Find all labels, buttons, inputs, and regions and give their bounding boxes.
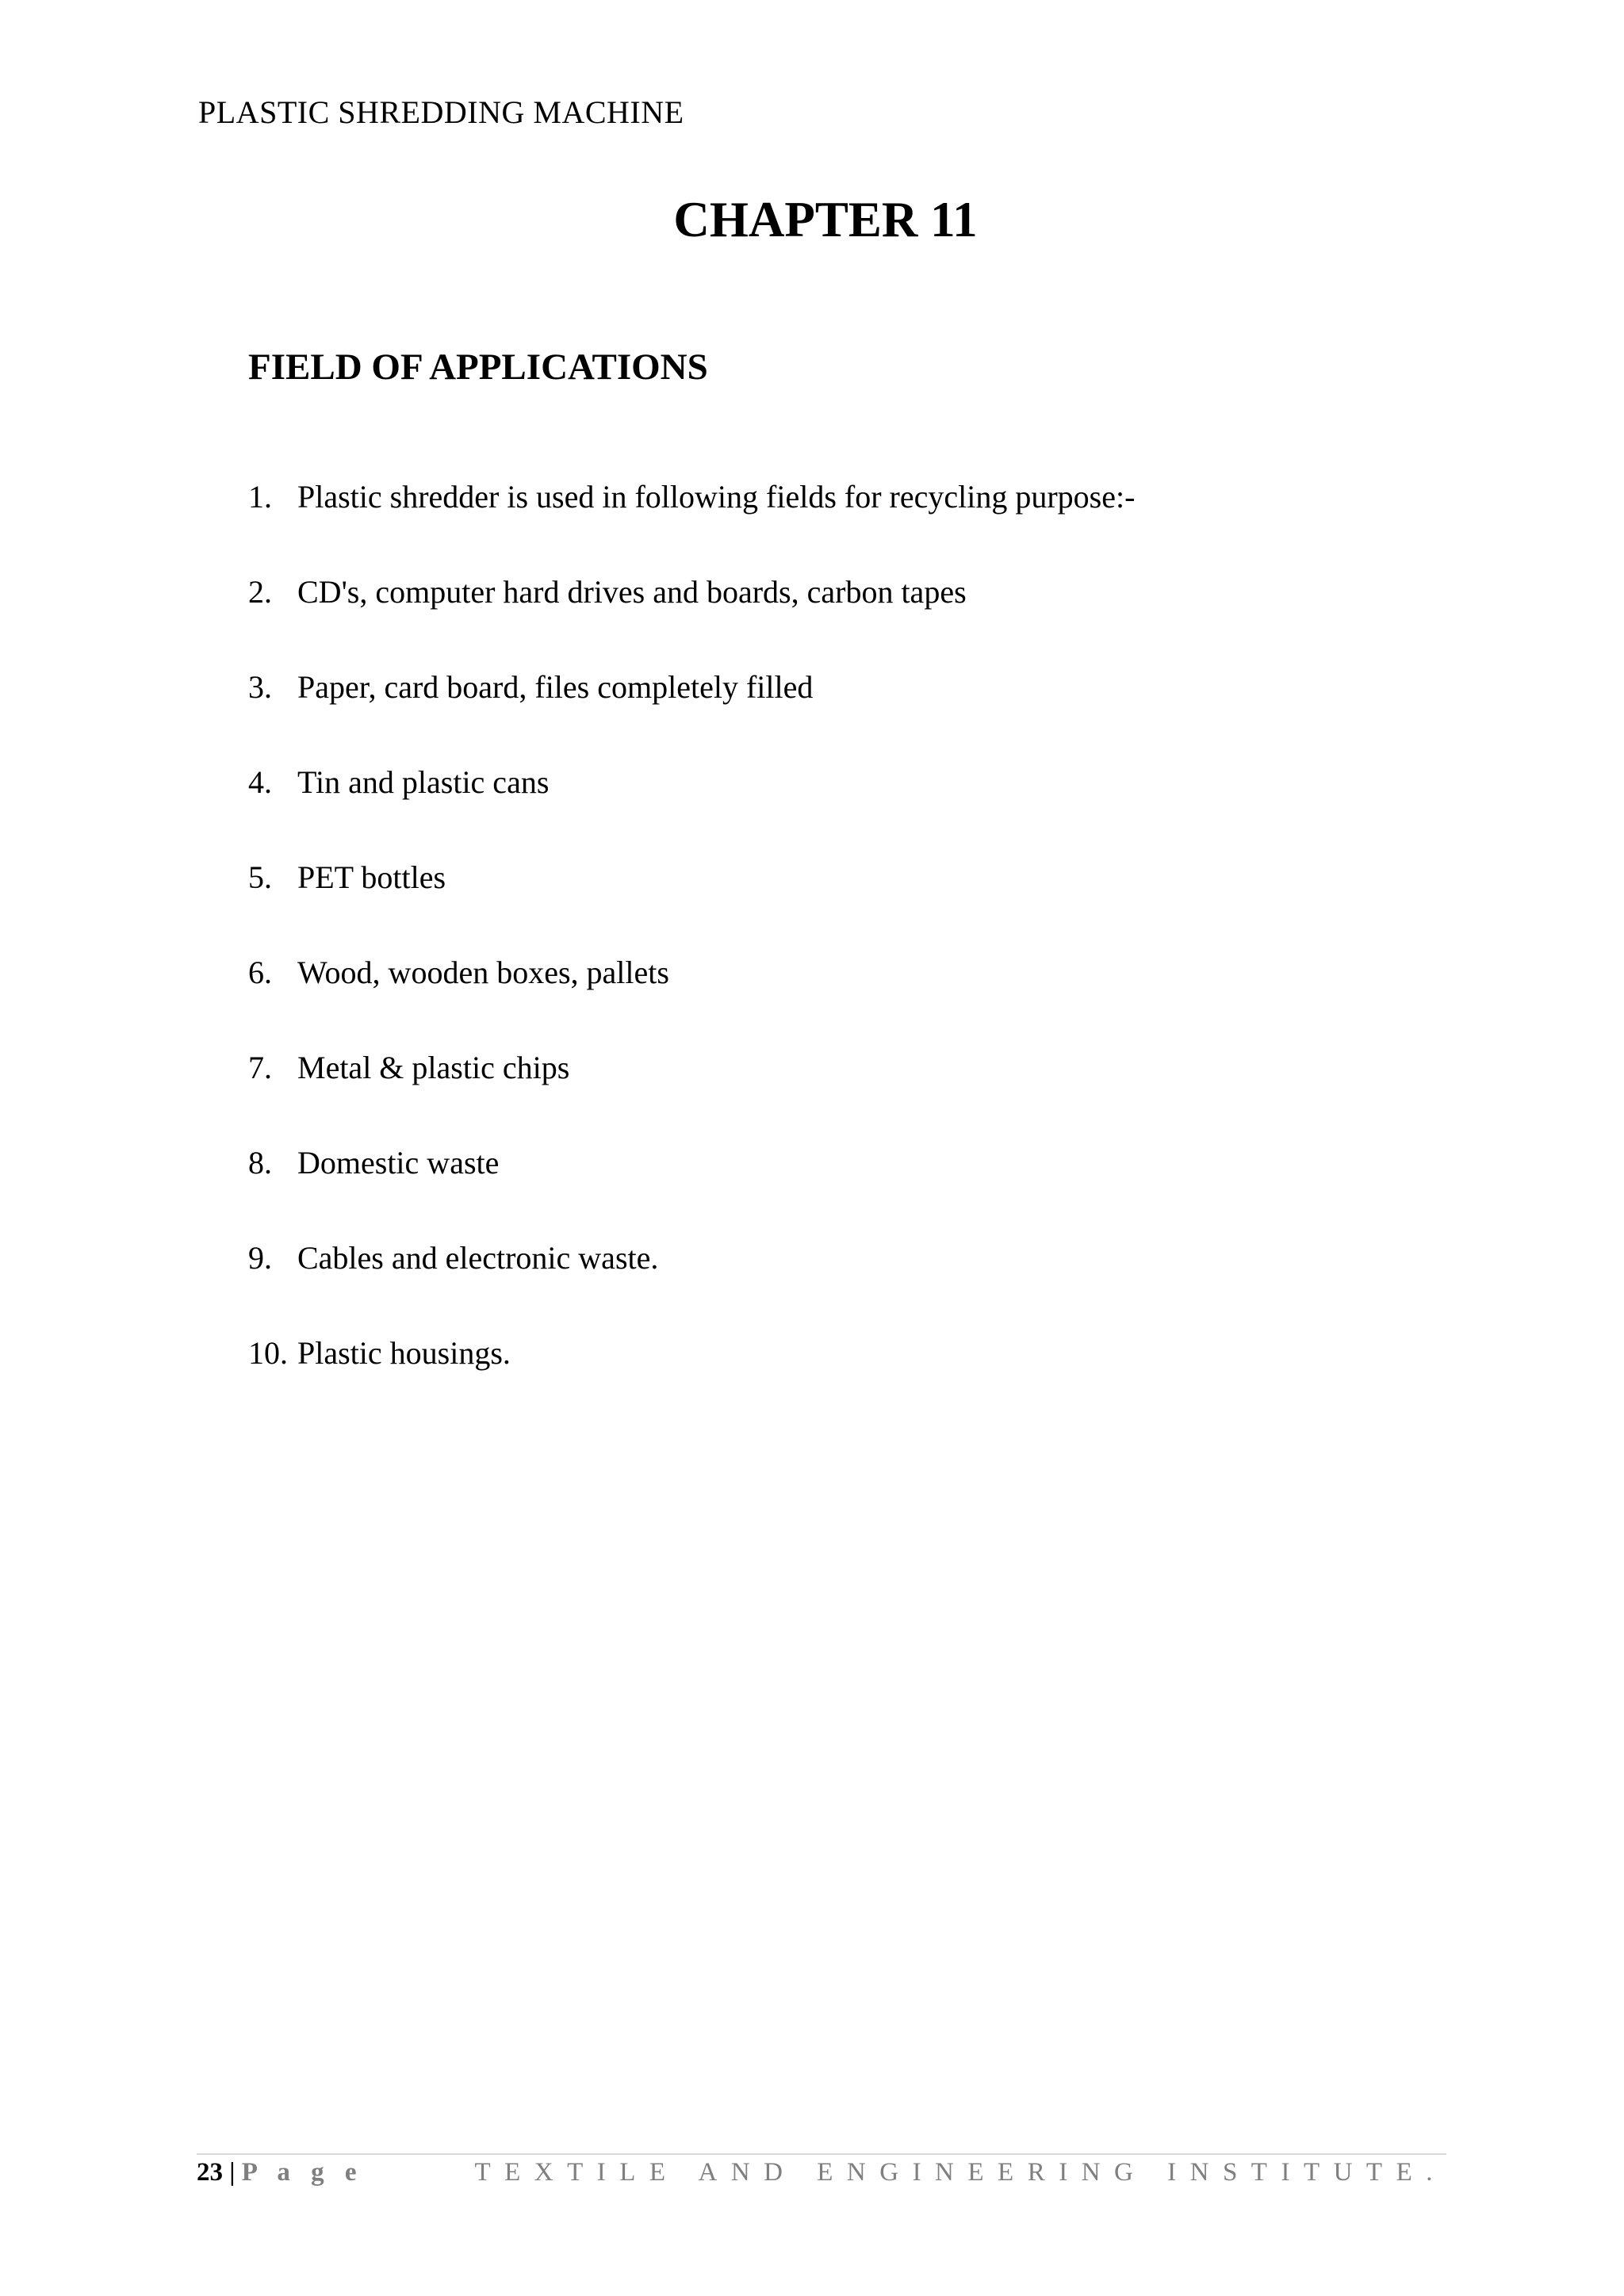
list-item-text: Plastic shredder is used in following fields for recycling purpose:- (297, 479, 1136, 515)
list-item (248, 760, 1135, 855)
list-item-number: 7. (248, 1050, 272, 1085)
list-item (248, 474, 1135, 569)
page-footer (197, 2158, 1446, 2198)
list-item-text: Domestic waste (297, 1145, 500, 1181)
list-item-number: 3. (248, 669, 272, 705)
running-header: PLASTIC SHREDDING MACHINE (198, 94, 684, 130)
list-item-number: 1. (248, 479, 272, 515)
page-separator: | (229, 2158, 236, 2187)
list-item-text: CD's, computer hard drives and boards, carbon tapes (297, 574, 967, 610)
list-item (248, 1045, 1135, 1140)
footer-divider (197, 2153, 1446, 2155)
list-item (248, 855, 1135, 950)
list-item-number: 5. (248, 859, 272, 895)
list-item-text: Tin and plastic cans (297, 764, 550, 800)
list-item-number: 4. (248, 764, 272, 800)
list-item (248, 664, 1135, 760)
page-number-block (197, 2158, 364, 2187)
institute-name: TEXTILE AND ENGINEERING INSTITUTE. (474, 2158, 1446, 2187)
list-item-number: 8. (248, 1145, 272, 1181)
list-item (248, 1330, 1135, 1425)
list-item (248, 950, 1135, 1045)
list-item-number: 10. (248, 1335, 288, 1371)
list-item-text: PET bottles (297, 859, 446, 895)
applications-list (248, 474, 1135, 1425)
page-label: P a g e (241, 2158, 364, 2187)
page-number: 23 (197, 2158, 223, 2187)
list-item-text: Wood, wooden boxes, pallets (297, 955, 669, 990)
list-item-text: Cables and electronic waste. (297, 1240, 659, 1276)
list-item (248, 1235, 1135, 1330)
section-heading: FIELD OF APPLICATIONS (248, 346, 708, 388)
list-item-number: 9. (248, 1240, 272, 1276)
list-item (248, 569, 1135, 664)
list-item-text: Metal & plastic chips (297, 1050, 570, 1085)
list-item-number: 2. (248, 574, 272, 610)
chapter-title: CHAPTER 11 (673, 192, 978, 247)
list-item-number: 6. (248, 955, 272, 990)
list-item (248, 1140, 1135, 1235)
list-item-text: Plastic housings. (297, 1335, 511, 1371)
list-item-text: Paper, card board, files completely filled (297, 669, 814, 705)
